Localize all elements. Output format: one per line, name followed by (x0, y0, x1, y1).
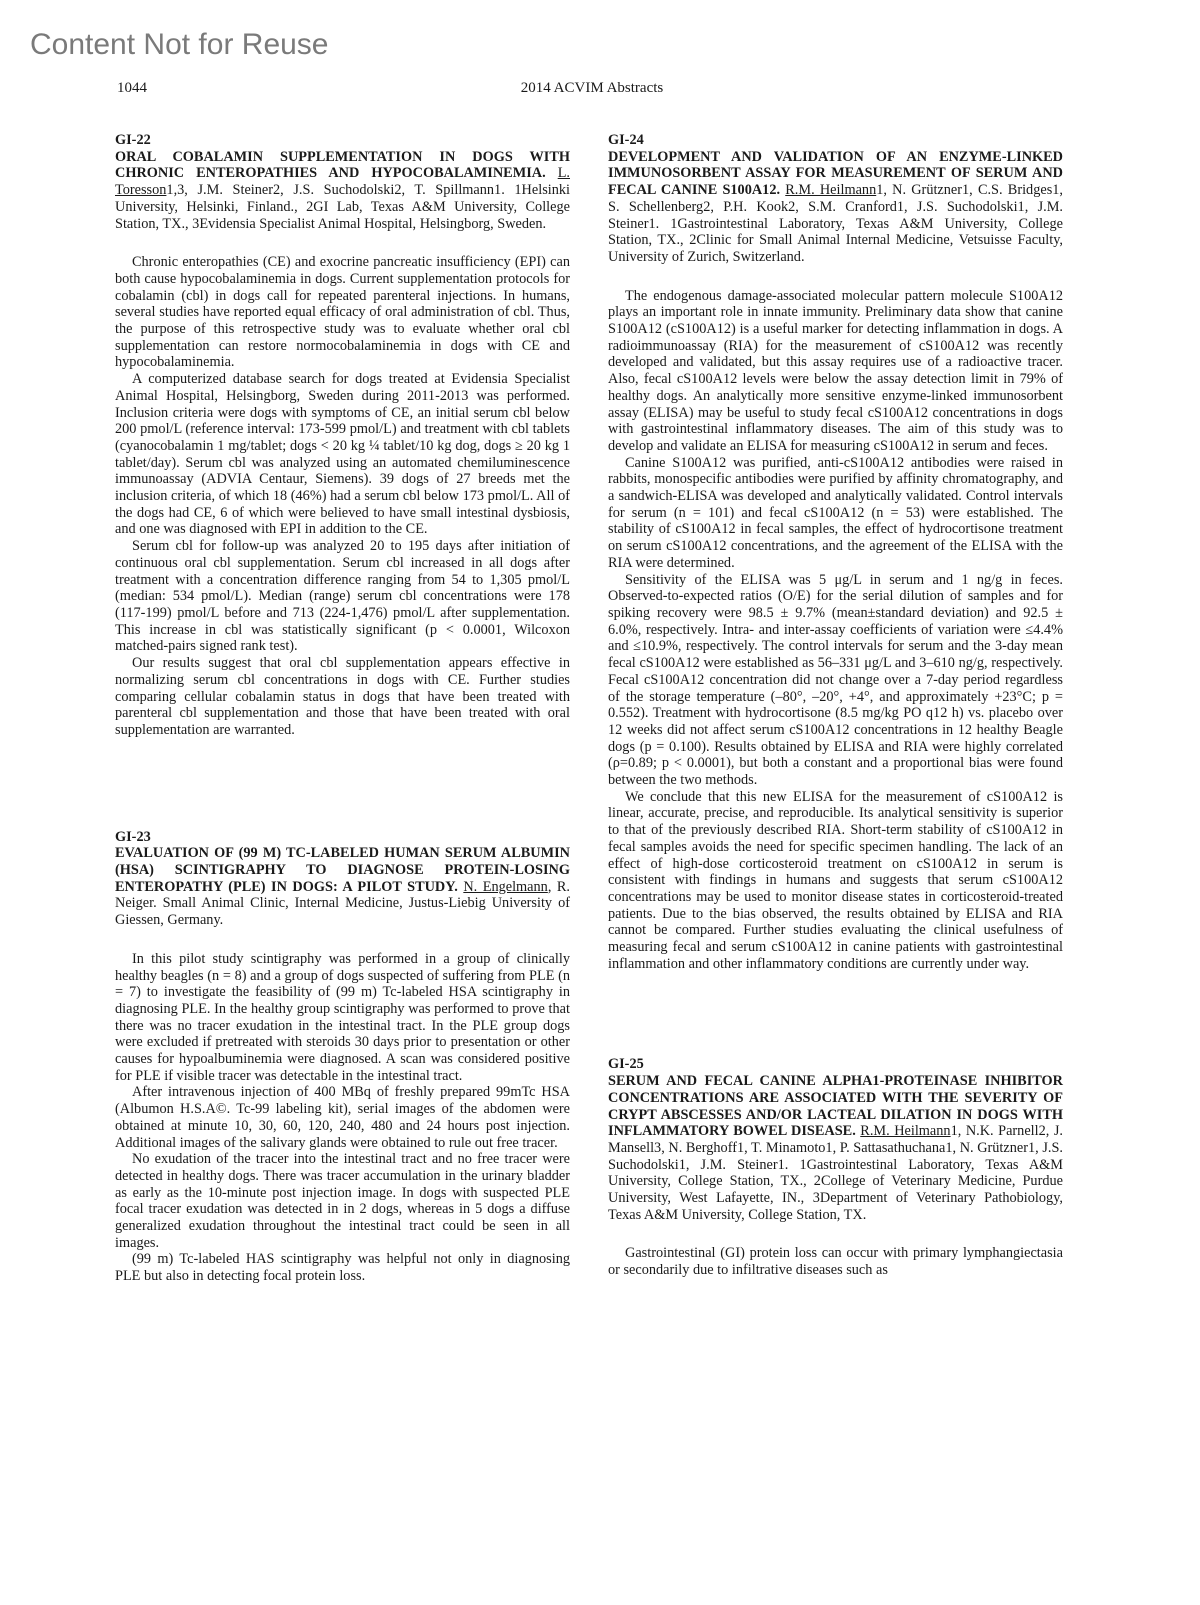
abstract-heading (115, 829, 570, 929)
abstract-title: SERUM AND FECAL CANINE ALPHA1-PROTEINASE INHIBITOR CONCENTRATIONS ARE ASSOCIATED WITH THE SEVERITY OF CRYPT ABSCESSES AND/OR LACTEAL DILATION IN DOGS WITH INFLAMMATORY BOWEL DISEASE. (608, 1073, 1063, 1140)
abstract-heading (608, 132, 1063, 266)
presenting-author: R.M. Heilmann (785, 182, 877, 199)
abstract-heading (608, 1056, 1063, 1223)
abstract-paragraph: In this pilot study scintigraphy was performed in a group of clinically healthy beagles (n = 8) and a group of dogs suspected of suffering from PLE (n = 7) to investigate the feasibility of (99 m) Tc-labeled HSA scintigraphy in diagnosing PLE. In the healthy group scintigraphy was performed to prove that there was no tracer exudation in the intestinal tract. In the PLE group dogs were excluded if pretreated with steroids 30 days prior to presentation or other causes for hypoalbuminemia were diagnosed. A scan was considered positive for PLE if visible tracer was detectable in the intestinal tract. (115, 950, 570, 1084)
abstract-paragraph: Sensitivity of the ELISA was 5 μg/L in serum and 1 ng/g in feces. Observed-to-expected ratios (O/E) for the serial dilution of samples and for spiking recovery were 98.5 ± 9.7% (mean±standard deviation) and 92.5 ± 6.0%, respectively. Intra- and inter-assay coefficients of variation were ≤4.4% and ≤10.9%, respectively. The control intervals for serum and the 3-day mean fecal cS100A12 were established as 56–331 μg/L and 3–610 ng/g, respectively. Fecal cS100A12 concentration did not change over a 7-day period regardless of the storage temperature (–80°, –20°, +4°, and approximately +23°C; p = 0.552). Treatment with hydrocortisone (8.5 mg/kg PO q12 h) vs. placebo over 12 weeks did not affect serum cS100A12 concentrations in 12 healthy Beagle dogs (p = 0.100). Results obtained by ELISA and RIA were highly correlated (ρ=0.89; p < 0.0001), but both a constant and a proportional bias were found between the two methods. (608, 571, 1063, 789)
abstract-id: GI-24 (608, 132, 644, 148)
abstract-paragraph: A computerized database search for dogs treated at Evidensia Specialist Animal Hospital, Helsingborg, Sweden during 2011-2013 was performed. Inclusion criteria were dogs with symptoms of CE, an initial serum cbl below 200 pmol/L (reference interval: 173-599 pmol/L) and treatment with cbl tablets (cyanocobalamin 1 mg/tablet; dogs < 20 kg ¼ tablet/10 kg dog, dogs ≥ 20 kg 1 tablet/day). Serum cbl was analyzed using an automated chemiluminescence immunoassay (ADVIA Centaur, Siemens). 39 dogs of 27 breeds met the inclusion criteria, of which 18 (46%) had a serum cbl below 173 pmol/L. All of the dogs had CE, 6 of which were believed to have small intestinal dysbiosis, and one was diagnosed with EPI in addition to the CE. (115, 371, 570, 538)
watermark: Content Not for Reuse (30, 28, 329, 61)
abstract-gi22 (115, 132, 570, 739)
journal-title: 2014 ACVIM Abstracts (520, 80, 664, 96)
author-affiliations: , R. Neiger. Small Animal Clinic, Internal Medicine, Justus-Liebig University of Giessen, Germany. (115, 878, 570, 929)
abstract-title: EVALUATION OF (99 M) TC-LABELED HUMAN SERUM ALBUMIN (HSA) SCINTIGRAPHY TO DIAGNOSE PROTEIN-LOSING ENTEROPATHY (PLE) IN DOGS: A PILOT STUDY. (115, 845, 570, 895)
abstract-paragraph: (99 m) Tc-labeled HAS scintigraphy was helpful not only in diagnosing PLE but also in detecting focal protein loss. (115, 1251, 570, 1285)
abstract-paragraph: No exudation of the tracer into the intestinal tract and no free tracer were detected in healthy dogs. There was tracer accumulation in the urinary bladder as early as the 10-minute post injection image. In dogs with suspected PLE focal tracer exudation was detected in in 2 dogs, whereas in 5 dogs a diffuse generalized exudation throughout the intestinal tract could be seen in all images. (115, 1151, 570, 1251)
abstract-paragraph: Chronic enteropathies (CE) and exocrine pancreatic insufficiency (EPI) can both cause hypocobalaminemia in dogs. Current supplementation protocols for cobalamin (cbl) in dogs call for repeated parenteral injections. In humans, several studies have reported equal efficacy of oral administration of cbl. Thus, the purpose of this retrospective study was to evaluate whether oral cbl supplementation can restore normocobalaminemia in dogs with CE and hypocobalaminemia. (115, 254, 570, 371)
abstract-title: DEVELOPMENT AND VALIDATION OF AN ENZYME-LINKED IMMUNOSORBENT ASSAY FOR MEASUREMENT OF SERUM AND FECAL CANINE S100A12. (608, 148, 1063, 199)
abstract-paragraph: Serum cbl for follow-up was analyzed 20 to 195 days after initiation of continuous oral cbl supplementation. Serum cbl increased in all dogs after treatment with a concentration difference ranging from 54 to 1,305 pmol/L (median: 534 pmol/L). Median (range) serum cbl concentrations were 178 (117-199) pmol/L before and 713 (224-1,476) pmol/L after supplementation. This increase in cbl was statistically significant (p < 0.0001, Wilcoxon matched-pairs signed rank test). (115, 538, 570, 655)
abstract-gi24 (608, 132, 1063, 972)
author-affiliations: 1, N. Grützner1, C.S. Bridges1, S. Schellenberg2, P.H. Kook2, S.M. Cranford1, J.S. Suchodolski1, J.M. Steiner1. 1Gastrointestinal Laboratory, Texas A&M University, College Station, TX., 2Clinic for Small Animal Internal Medicine, Vetsuisse Faculty, University of Zurich, Switzerland. (608, 182, 1063, 265)
abstract-paragraph: Canine S100A12 was purified, anti-cS100A12 antibodies were raised in rabbits, monospecific antibodies were purified by affinity chromatography, and a sandwich-ELISA was developed and analytically validated. Control intervals for serum (n = 101) and fecal cS100A12 (n = 53) were established. The stability of cS100A12 in fecal samples, the effect of hydrocortisone treatment on serum cS100A12 concentrations, and the agreement of the ELISA with the RIA were determined. (608, 454, 1063, 571)
right-column (608, 132, 1063, 1279)
abstract-id: GI-22 (115, 132, 151, 148)
abstract-paragraph: The endogenous damage-associated molecular pattern molecule S100A12 plays an important role in innate immunity. Preliminary data show that canine S100A12 (cS100A12) is a useful marker for detecting inflammation in dogs. A radioimmunoassay (RIA) for the measurement of cS100A12 was recently developed and validated, but this assay requires use of a radioactive tracer. Also, fecal cS100A12 levels were below the assay detection limit in 79% of healthy dogs. An analytically more sensitive enzyme-linked immunosorbent assay (ELISA) may be useful to study fecal cS100A12 concentrations in dogs with gastrointestinal inflammatory diseases. The aim of this study was to develop and validate an ELISA for measuring cS100A12 in serum and feces. (608, 287, 1063, 454)
abstract-paragraph: Our results suggest that oral cbl supplementation appears effective in normalizing serum cbl concentrations in dogs with CE. Further studies comparing cellular cobalamin status in dogs that have been treated with parenteral cbl supplementation and those that have been treated with oral supplementation are warranted. (115, 655, 570, 738)
abstract-title: ORAL COBALAMIN SUPPLEMENTATION IN DOGS WITH CHRONIC ENTEROPATHIES AND HYPOCOBALAMINEMIA. (115, 148, 570, 182)
abstract-paragraph: After intravenous injection of 400 MBq of freshly prepared 99mTc HSA (Albumon H.S.A©. Tc-99 labeling kit), serial images of the abdomen were obtained at minute 10, 30, 60, 120, 240, 480 and 24 hours post injection. Additional images of the salivary glands were obtained to rule out free tracer. (115, 1084, 570, 1151)
presenting-author: L. Toresson (115, 165, 570, 199)
abstract-id: GI-25 (608, 1056, 644, 1073)
abstract-paragraph: Gastrointestinal (GI) protein loss can occur with primary lymphangiectasia or secondarily due to infiltrative diseases such as (608, 1245, 1063, 1279)
author-affiliations: 1, N.K. Parnell2, J. Mansell3, N. Berghoff1, T. Minamoto1, P. Sattasathuchana1, N. Grützner1, J.S. Suchodolski1, J.M. Steiner1. 1Gastrointestinal Laboratory, Texas A&M University, College Station, TX., 2College of Veterinary Medicine, Purdue University, West Lafayette, IN., 3Department of Veterinary Pathobiology, Texas A&M University, College Station, TX. (608, 1123, 1063, 1223)
abstract-gi25 (608, 1056, 1063, 1278)
presenting-author: N. Engelmann (463, 878, 548, 895)
left-column (115, 132, 570, 1285)
page-number: 1044 (117, 80, 147, 96)
abstract-gi23 (115, 829, 570, 1285)
abstract-id: GI-23 (115, 828, 151, 845)
abstract-heading (115, 132, 570, 232)
abstract-paragraph: We conclude that this new ELISA for the measurement of cS100A12 is linear, accurate, precise, and reproducible. Its analytical sensitivity is superior to that of the previously described RIA. Short-term stability of cS100A12 in fecal samples avoids the need for specific specimen handling. The lack of an effect of high-dose corticosteroid treatment on cS100A12 in serum is consistent with findings in humans and suggests that serum cS100A12 concentrations may be used to monitor disease states in corticosteroid-treated patients. Due to the bias observed, the results obtained by ELISA and RIA cannot be compared. Further studies evaluating the clinical usefulness of measuring fecal and serum cS100A12 in canine patients with gastrointestinal inflammation and other inflammatory conditions are currently under way. (608, 788, 1063, 972)
author-affiliations: 1,3, J.M. Steiner2, J.S. Suchodolski2, T. Spillmann1. 1Helsinki University, Helsinki, Finland., 2GI Lab, Texas A&M University, College Station, TX., 3Evidensia Specialist Animal Hospital, Helsingborg, Sweden. (115, 182, 570, 232)
presenting-author: R.M. Heilmann (860, 1123, 951, 1140)
